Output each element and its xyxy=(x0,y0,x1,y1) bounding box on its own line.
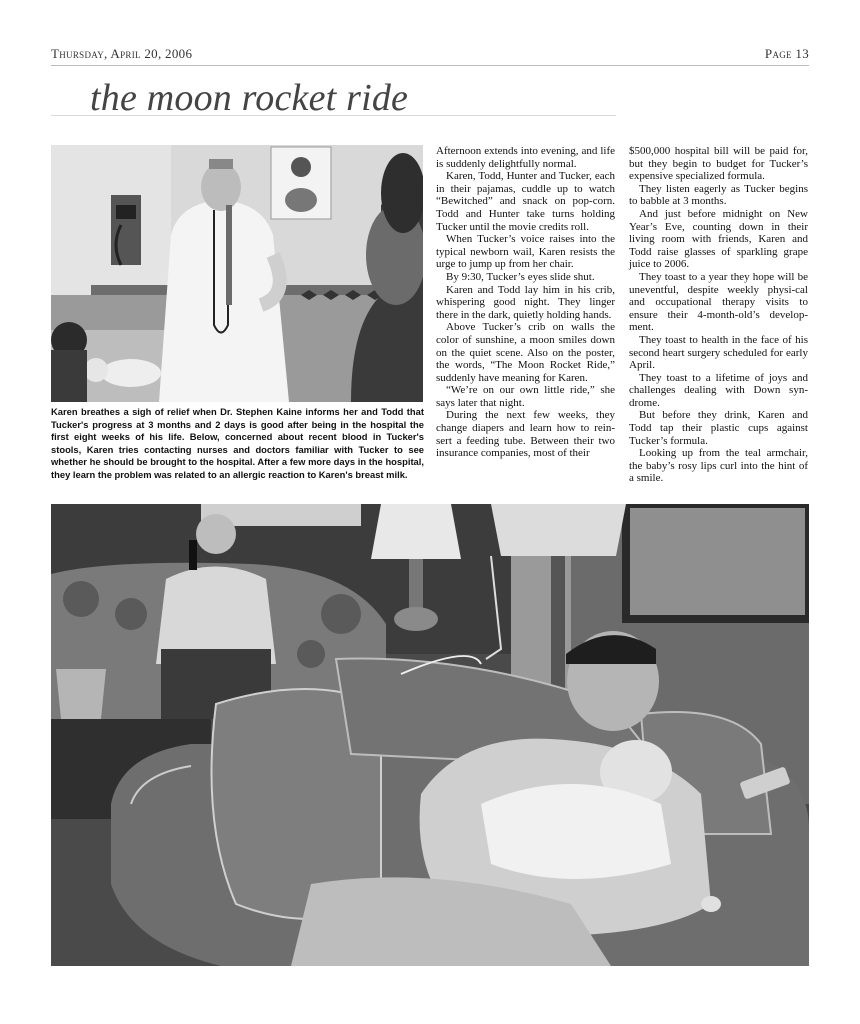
paragraph: And just before midnight on New Year’s Eve, counting down in their living room with friends, Karen and Todd raise glasses of sparkling grape juice to 2006. xyxy=(629,207,808,271)
photo-living-room-father-baby xyxy=(51,504,809,966)
paragraph: Above Tucker’s crib on walls the color of sunshine, a moon smiles down on the quiet scene. Also on the poster, the words, “The Moon Rocket Ride,” suddenly have meaning for Karen. xyxy=(436,321,615,384)
paragraph: $500,000 hospital bill will be paid for, but they begin to budget for Tucker’s expensive specialized formula. xyxy=(629,145,808,183)
article-column-1 xyxy=(436,145,615,460)
paragraph: Karen, Todd, Hunter and Tucker, each in their pajamas, cuddle up to watch “Bewitched” and snack on pop-corn. Todd and Hunter take turns holding Tucker until the movie credits roll. xyxy=(436,170,615,233)
title-rule xyxy=(51,115,616,116)
paragraph: Looking up from the teal armchair, the baby’s rosy lips curl into the hint of a smile. xyxy=(629,447,808,485)
photo-doctor-exam-room xyxy=(51,145,423,402)
paragraph: “We’re on our own little ride,” she says later that night. xyxy=(436,384,615,409)
paragraph: By 9:30, Tucker’s eyes slide shut. xyxy=(446,270,595,283)
paragraph: They toast to health in the face of his second heart surgery scheduled for early April. xyxy=(629,333,808,372)
paragraph: But before they drink, Karen and Todd tap their plastic cups against Tucker’s formula. xyxy=(629,409,808,447)
header-date: Thursday, April 20, 2006 xyxy=(51,46,193,61)
header-page-number: Page 13 xyxy=(764,46,809,61)
photo-caption: Karen breathes a sigh of relief when Dr. Stephen Kaine informs her and Todd that Tucker's progress at 3 months and 2 days is good after being in the hospital the first eight weeks of his life. Below, concerned about recent blood in Tucker's stools, Karen tries contacting nurses and doctors familiar with Tucker to see whether he should be brought to the hospital. After a few more days in the hospital, they learn the problem was related to an allergic reaction to Karen's breast milk. xyxy=(51,406,424,480)
paragraph: Karen and Todd lay him in his crib, whispering good night. They linger there in the dark, quietly holding hands. xyxy=(436,283,615,321)
article-column-2 xyxy=(629,145,808,485)
paragraph: They toast to a lifetime of joys and challenges dealing with Down syn-drome. xyxy=(629,371,808,409)
paragraph: Afternoon extends into evening, and life is suddenly delightfully normal. xyxy=(436,145,615,170)
header-rule xyxy=(51,65,809,66)
paragraph: During the next few weeks, they change diapers and learn how to rein-sert a feeding tube. Between their two insurance companies, most of their xyxy=(436,409,615,460)
paragraph: They toast to a year they hope will be uneventful, despite weekly physi-cal and occupational therapy visits to ensure their 4-month-old’s develop-ment. xyxy=(629,270,808,334)
paragraph: When Tucker’s voice raises into the typical newborn wail, Karen resists the urge to jump up from her chair. xyxy=(436,233,615,271)
paragraph: They listen eagerly as Tucker begins to babble at 3 months. xyxy=(629,182,808,208)
article-title: the moon rocket ride xyxy=(90,77,409,119)
